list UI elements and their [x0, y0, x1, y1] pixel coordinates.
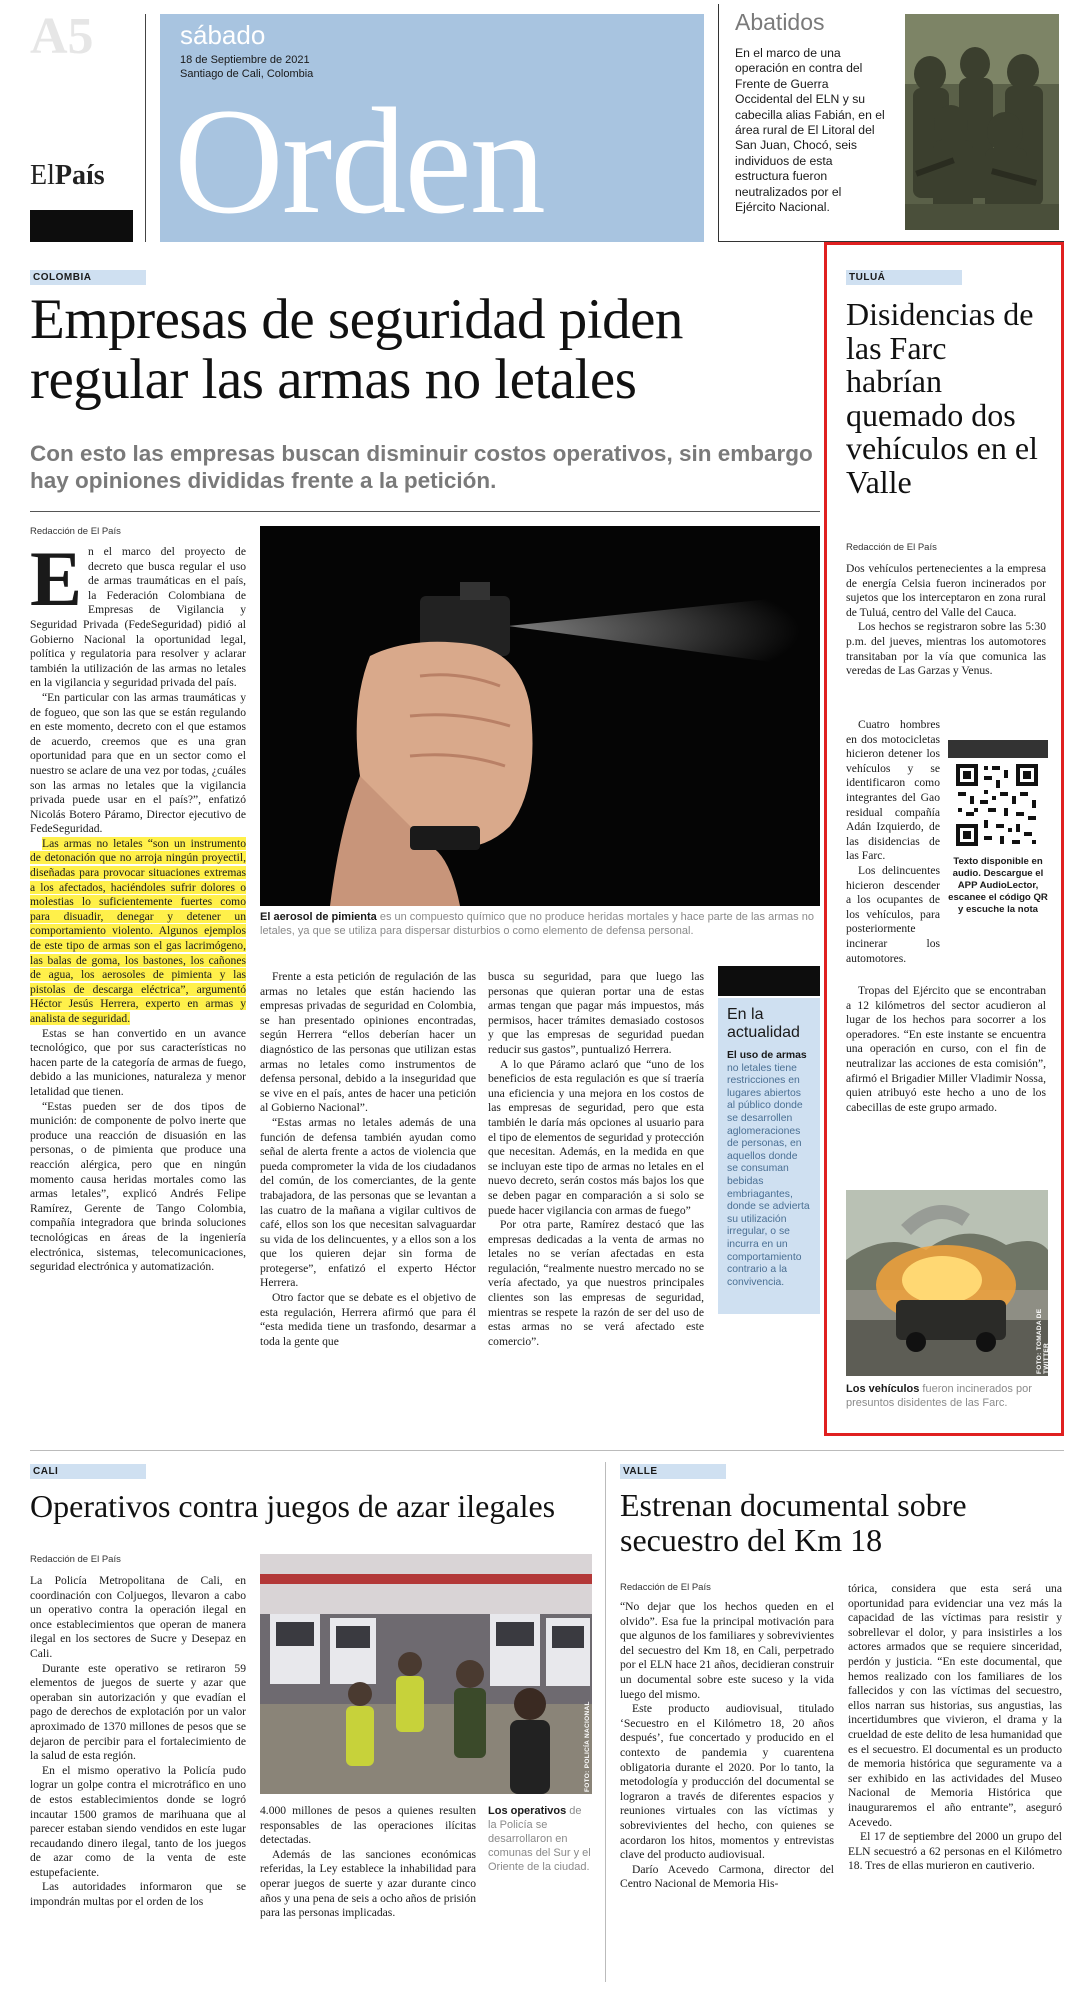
main-col3-p2: A lo que Páramo aclaró que “uno de los beneficios de esta regulación es que sí traería una eficiencia y una mejora en los costos de las empresas de seguridad, pero que esta también le daría más opciones al usuario para el tipo de elementos de seguridad y protección que necesitan. Además, en la medida en que se incluyan este tipo de armas no letales en el nuevo decreto, serán costos más bajos los que se deben pagar en comparación a si solo se puede hacer vigilancia con armas de fuego”: [488, 1057, 704, 1217]
main-col3-p1: busca su seguridad, para que luego las personas que quieran portar una de estas armas tengan que pagar más impuestos, más permisos, hacer trámites demasiado costosos y que las empresas de seguridad puedan reducir sus gastos”, puntualizó Herrera.: [488, 970, 704, 1056]
sidebar-body: no letales tiene restricciones en lugares abiertos al público donde se desarrollen aglomeraciones de personas, en aquellos donde se consuman bebidas embriagantes, donde se advierta su utilización irregular, o se incurra en un comportamiento contrario a la convivencia.: [727, 1062, 810, 1288]
main-col2-p1: Frente a esta petición de regulación de las armas no letales que están haciendo las empresas privadas de seguridad en Colombia, se han presentado opiniones encontradas, según Herrera “ellos deberían hacer un diagnóstico de las personas que utilizan estas armas no letales como instrumentos de defensa personal, debido a la inseguridad que se vive en el país, antes de hacer una petición al Gobierno Nacional”.: [260, 970, 476, 1115]
logo-bar: [30, 210, 133, 242]
valle-col2: [848, 1582, 1062, 1874]
valle-col2-p1: tórica, considera que esta será una oportunidad para evidenciar una vez más la capacidad de las víctimas para resistir y sobrellevar el dolor, y para insistirles a los actores armados que se requiere sinceridad, perdón y justicia. “En este documental, que hemos realizado con los familiares de los fallecidos y con las víctimas del secuestro, ellos narran sus historias, sus angustias, las incertidumbres que vivieron, el drama y la crueldad de este delito de lesa humanidad que es el secuestro. El documental es un producto de memoria histórica que seguramente va a ser exhibido en las actividades del Museo Nacional de Memoria Histórica que inauguraremos el año entrante”, aseguró Acevedo.: [848, 1582, 1062, 1829]
bottom-column-divider: [605, 1462, 606, 1982]
main-col1-p5: “Estas pueden ser de dos tipos de munición: de componente de polvo inerte que produce una reacción de disuasión en las personas, o de pimienta que produce una reacción alérgica, pero que en ningún momento causa heridas mortales como las armas letales”, explicó Andrés Felipe Ramírez, Gerente de Tango Colombia, compañía integradora que brinda soluciones tecnológicas en áreas de la ingeniería electrónica, sistemas, telecomunicaciones, seguridad electrónica y automatización.: [30, 1099, 246, 1274]
section-tag-valle: VALLE: [620, 1464, 726, 1479]
brief-box: [718, 4, 1064, 242]
pepper-caption-bold: El aerosol de pimienta: [260, 911, 377, 923]
masthead-day: sábado: [180, 20, 266, 50]
pepper-spray-photo: [260, 526, 820, 906]
qr-code: [954, 762, 1040, 848]
sidebar-box: [718, 998, 820, 1314]
deck-rule: [30, 511, 820, 512]
bottom-rule: [30, 1450, 1064, 1451]
page-code: A5: [30, 8, 94, 65]
pepper-caption-text: es un compuesto químico que no produce heridas mortales y hace parte de las armas no letales, ya que se utiliza para dispersar disturbios o como elemento de defensa personal.: [260, 911, 814, 937]
tulua-p3: Cuatro hombres en dos motocicletas hicieron detener los vehículos y se identificaron como integrantes del Gao residual compañía Adán Izquierdo, de las disidencias de las Farc.: [846, 718, 940, 863]
cali-col1-p2: Durante este operativo se retiraron 59 elementos de juegos de suerte y azar que operaban sin autorización y que evadían el pago de derechos de explotación por un valor aproximado de 1370 millones de pesos que se dejaron de percibir para el fortalecimiento de la salud de esta región.: [30, 1661, 246, 1763]
cali-photo-credit: FOTO: POLICÍA NACIONAL: [584, 1701, 591, 1792]
cali-col1-p1: La Policía Metropolitana de Cali, en coordinación con Coljuegos, llevaron a cabo un operativo contra la operación ilegal en once establecimientos que operan de manera ilegal en los sectores de Sucre y Desepaz en Cali.: [30, 1574, 246, 1660]
valle-col1-p2: Este producto audiovisual, titulado ‘Secuestro en el Kilómetro 18, 20 años después’, fue concertado y producido en el contexto de pandemia y cuarentena obligatoria durante el 2020. Por lo tanto, la metodología y producción del documental se lograron a través de diferentes espacios y reuniones virtuales con las víctimas y sobrevivientes del hecho, con quienes se acordaron los hitos, momentos y entrevistas clave del producto audiovisual.: [620, 1702, 834, 1862]
pepper-spray-caption: [260, 910, 815, 938]
main-deck: Con esto las empresas buscan disminuir costos operativos, sin embargo hay opiniones divididas frente a la petición.: [30, 441, 813, 493]
logo-el: El: [30, 160, 55, 191]
tulua-p1: Dos vehículos pertenecientes a la empresa de energía Celsia fueron incinerados por sujetos que los interceptaron en zona rural de Tuluá, centro del Valle del Cauca.: [846, 562, 1046, 619]
cali-byline: Redacción de El País: [30, 1554, 121, 1565]
burning-vehicle-photo: [846, 1190, 1048, 1376]
brief-title: Abatidos: [735, 9, 825, 35]
tulua-caption-bold: Los vehículos: [846, 1383, 920, 1395]
tulua-p4: Los delincuentes hicieron descender a los ocupantes de los vehículos, para posteriormente incinerar los automotores.: [846, 863, 940, 965]
tulua-body-top: [846, 562, 1046, 679]
cali-col1: [30, 1574, 246, 1910]
brief-text: En el marco de una operación en contra del Frente de Guerra Occidental del ELN y su cabecilla alias Fabián, en el área rural de El Litoral del San Juan, Chocó, seis individuos de esta estructura fueron neutralizados por el Ejército Nacional.: [735, 46, 885, 215]
cali-col1-p3: En el mismo operativo la Policía pudo lograr un golpe contra el microtráfico en uno de estos establecimientos donde se logró incautar 1500 gramos de marihuana que al parecer estaban siendo vendidos en este lugar recaudando dinero ilegal, tanto de los juegos de azar como de la venta de este estupefaciente.: [30, 1763, 246, 1879]
police-operation-photo: [260, 1554, 592, 1794]
sidebar-text: [727, 1050, 811, 1289]
main-col2-p3: Otro factor que se debate es el objetivo de esta regulación, Herrera afirmó que para él “esta medida tiene un trasfondo, desarmar a toda la gente que: [260, 1291, 476, 1348]
main-col2: [260, 970, 476, 1349]
dropcap: E: [30, 535, 83, 622]
masthead-date: 18 de Septiembre de 2021: [180, 54, 310, 66]
valle-byline: Redacción de El País: [620, 1582, 711, 1593]
main-headline: Empresas de seguridad piden regular las armas no letales: [30, 288, 683, 411]
masthead-divider: [145, 14, 146, 242]
valle-col1-p3: Darío Acevedo Carmona, director del Centro Nacional de Memoria His-: [620, 1862, 834, 1891]
section-tag-colombia: COLOMBIA: [30, 270, 146, 285]
soldiers-photo: [905, 14, 1059, 230]
main-byline: Redacción de El País: [30, 526, 121, 537]
main-col3-p3: Por otra parte, Ramírez destacó que las empresas dedicadas a la venta de armas no letales no se verían afectadas en esta regulación, “realmente nuestro mercado no se vería afectado, ya que nuestros principales clientes son las empresas de seguridad, mientras se respete la razón de ser del uso de estas armas no se verá afectado este comercio”.: [488, 1218, 704, 1348]
logo: [30, 160, 105, 192]
tulua-body-narrow: [846, 718, 940, 966]
tulua-caption: [846, 1382, 1048, 1410]
tulua-p5: Tropas del Ejército que se encontraban a 12 kilómetros del sector acudieron al lugar de los hechos para socorrer a los operadores. “En este instante se encuentra una operación en curso, con el fin de neutralizar las acciones de esta comisión”, afirmó el Brigadier Miller Vladimir Nossa, quien atribuyó este hecho a uno de los cabecillas de este grupo armado.: [846, 984, 1046, 1114]
valle-headline: Estrenan documental sobre secuestro del Km 18: [620, 1487, 967, 1558]
tulua-body-bottom: [846, 984, 1046, 1115]
valle-col2-p2: El 17 de septiembre del 2000 un grupo del ELN secuestró a 62 personas en el Kilómetro 18. Tres de ellas murieron en cautiverio.: [848, 1830, 1062, 1873]
logo-pais: País: [54, 160, 105, 191]
cali-caption: [488, 1804, 592, 1874]
tulua-photo-credit: FOTO: TOMADA DE TWITTER: [1036, 1308, 1050, 1374]
cali-col2: [260, 1804, 476, 1921]
sidebar-bold: El uso de armas: [727, 1050, 807, 1061]
section-tag-cali: CALI: [30, 1464, 146, 1479]
cali-caption-bold: Los operativos: [488, 1805, 567, 1817]
tulua-byline: Redacción de El País: [846, 542, 937, 553]
main-col1-p2: “En particular con las armas traumáticas y de fogueo, que son las que se están regulando en este momento, decreto con el que estamos de acuerdo, creemos que es una gran oportunidad para que en un sector como el nuestro se aclare de una vez por todas, ¿cuáles son las armas no letales que la vigilancia privada puede usar en el país?”, enfatizó Nicolás Botero Páramo, Director ejecutivo de FedeSeguridad.: [30, 690, 246, 836]
masthead-place: Santiago de Cali, Colombia: [180, 68, 314, 80]
sidebar-title: En la actualidad: [727, 1006, 800, 1041]
tulua-p2: Los hechos se registraron sobre las 5:30 p.m. del jueves, mientras los automotores transitaban por la vía que comunica las veredas de Las Garzas y Venus.: [846, 620, 1046, 678]
masthead-section: Orden: [174, 77, 544, 242]
tulua-headline: Disidencias de las Farc habrían quemado dos vehículos en el Valle: [846, 296, 1038, 500]
main-col2-p2: “Estas armas no letales además de una función de defensa también ayudan como señal de alerta frente a actos de violencia que pueda comprometer la vida de los ciudadanos del común, de los comerciantes, de la gente trabajadora, de las personas que se levantan a las cuatro de la mañana a vigilar cultivos de café, ellos son los que necesitan salvaguardar su vida de los delincuentes, y a ellos son a los que los quieren dejar sin forma de protegerse”, enfatizó el experto Héctor Herrera.: [260, 1115, 476, 1290]
main-col1: [30, 535, 246, 1275]
masthead-banner: [160, 14, 704, 242]
main-intro: n el marco del proyecto de decreto que busca regular el uso de armas traumáticas en el país, la Federación Colombiana de Empresas de Vigilancia y Seguridad Privada (FedeSeguridad) pidió al Gobierno Nacional la oportunidad legal, política y regulatoria para resolver y aclarar también la utilización de las armas no letales en la vigilancia y seguridad privada del país.: [30, 545, 246, 690]
valle-col1-p1: “No dejar que los hechos queden en el olvido”. Esa fue la principal motivación para que algunos de los familiares y sobrevivientes del secuestro del Km 18, en Cali, perpetrado por el ELN hace 21 años, decidieran construir un documental sobre este suceso y la vida luego del mismo.: [620, 1600, 834, 1701]
cali-caption-text: de la Policía se desarrollaron en comunas del Sur y el Oriente de la ciudad.: [488, 1805, 591, 1873]
cali-col2-p1: 4.000 millones de pesos a quienes resulten responsables de las operaciones ilícitas detectadas.: [260, 1804, 476, 1847]
cali-col2-p2: Además de las sanciones económicas referidas, la Ley establece la inhabilidad para operar juegos de suerte y azar durante cinco años y una pena de seis a ocho años de prisión para las personas implicadas.: [260, 1847, 476, 1920]
tulua-caption-text: fueron incinerados por presuntos disidentes de las Farc.: [846, 1383, 1032, 1409]
cali-headline: Operativos contra juegos de azar ilegales: [30, 1488, 556, 1524]
valle-col1: [620, 1600, 834, 1892]
sidebar-bar: [718, 966, 820, 996]
main-col3: [488, 970, 704, 1349]
qr-text: Texto disponible en audio. Descargue el APP AudioLector, escanee el código QR y escuche la nota: [948, 856, 1048, 915]
qr-bar: [948, 740, 1048, 758]
main-highlight: Las armas no letales “son un instrumento de detonación que no arroja ningún proyectil, diseñadas para provocar situaciones extremas a los afectados, haciéndoles sufrir dolores o molestias lo suficientemente fuertes como para disuadir, denegar y detener un comportamiento violento. Algunos ejemplos de este tipo de armas son el gas lacrimógeno, las balas de goma, los bastones, los cañones de agua, los aerosoles de pimienta y las pistolas de descarga eléctrica”, argumentó Héctor Jesús Herrera, experto en armas y analista de seguridad.: [30, 836, 246, 1025]
cali-col1-p4: Las autoridades informaron que se impondrán multas por el orden de los: [30, 1880, 246, 1909]
section-tag-tulua: TULUÁ: [846, 270, 962, 285]
main-col1-p4: Estas se han convertido en un avance tecnológico, que por sus características no hacen parte de la categoría de armas de fuego, debido a las municiones, naturaleza y menor letalidad que tienen.: [30, 1026, 246, 1098]
